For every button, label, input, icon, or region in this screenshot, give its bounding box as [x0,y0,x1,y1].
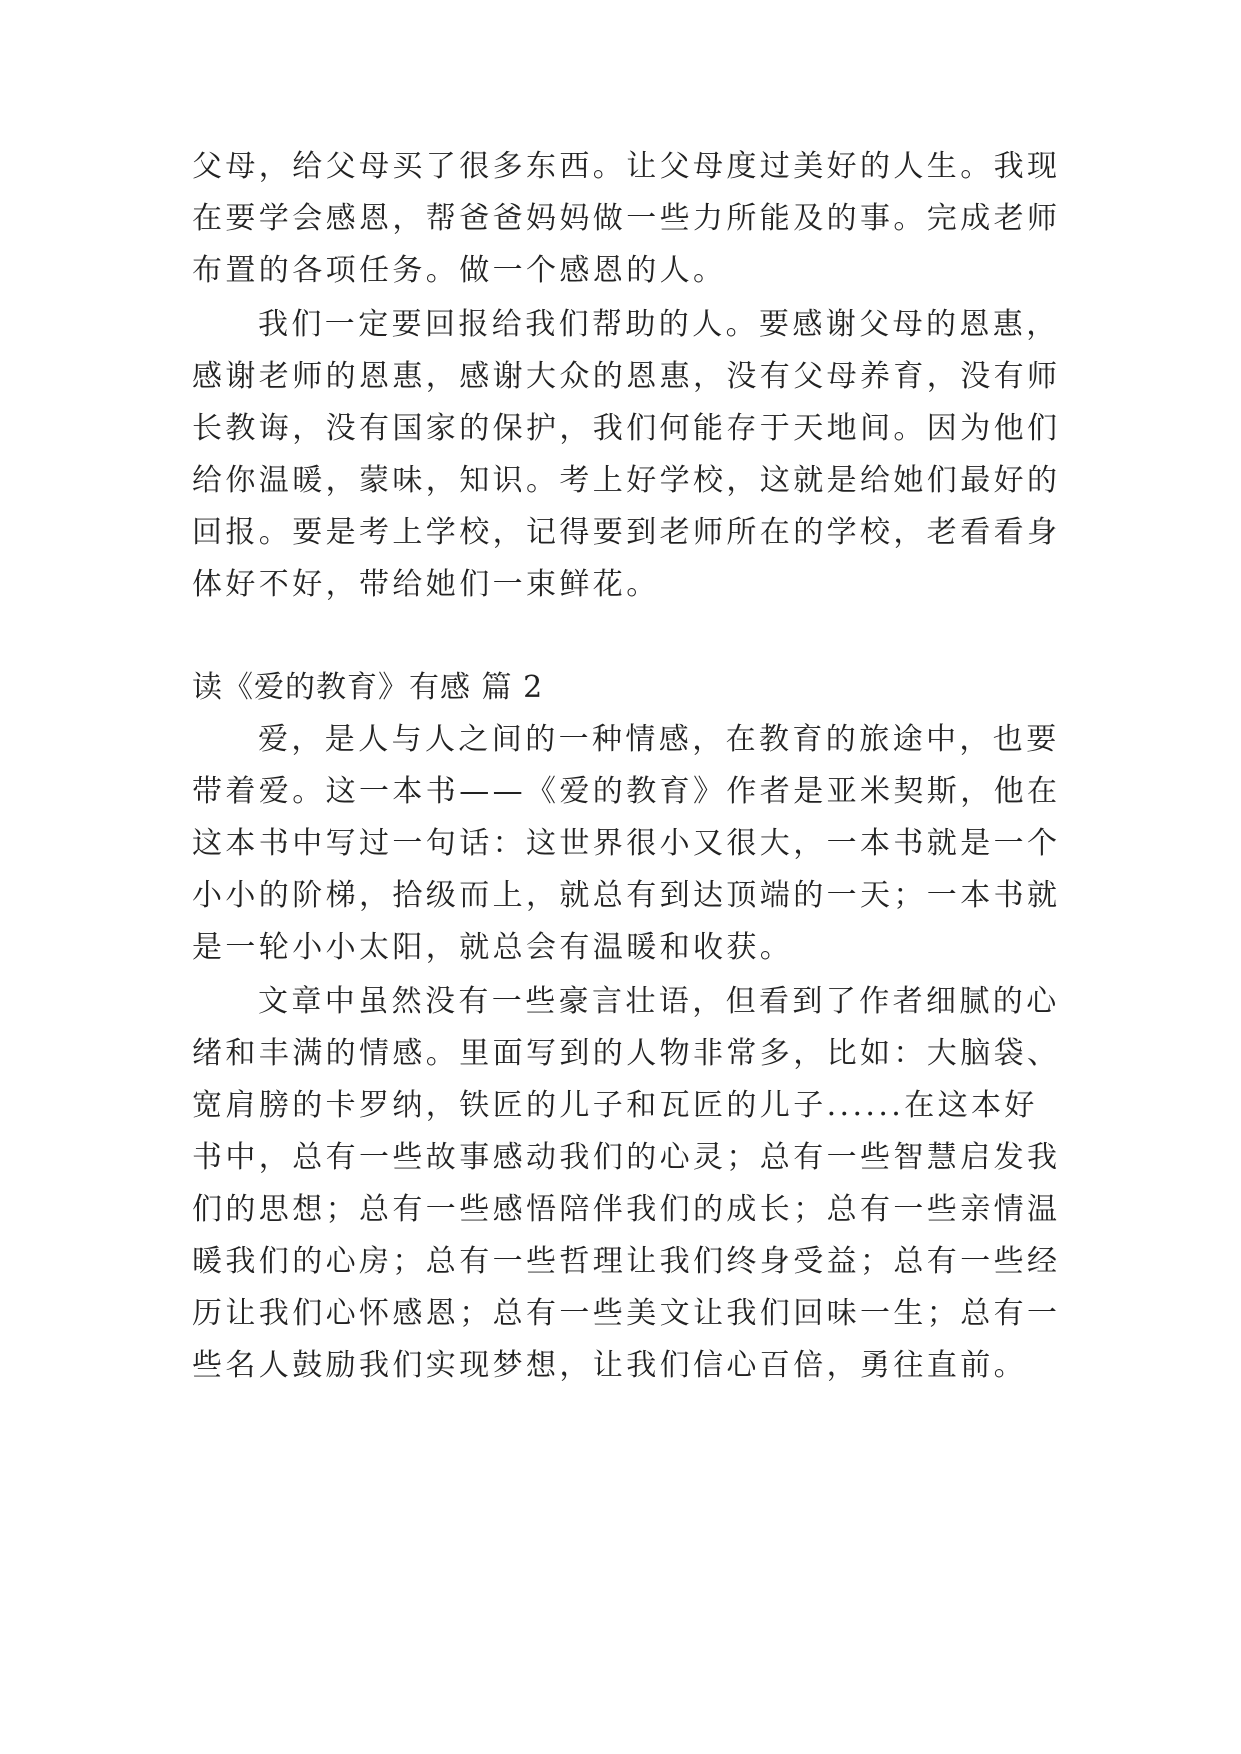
paragraph-line: 给你温暖，蒙味，知识。考上好学校，这就是给她们最好的 [192,463,1061,498]
paragraph-line: 感谢老师的恩惠，感谢大众的恩惠，没有父母养育，没有师 [192,359,1061,394]
section-heading: 读《爱的教育》有感 篇 2 [192,670,544,705]
paragraph-line: 爱，是人与人之间的一种情感，在教育的旅途中，也要 [258,722,1060,757]
paragraph-line: 回报。要是考上学校，记得要到老师所在的学校，老看看身 [192,515,1061,550]
paragraph-line: 书中，总有一些故事感动我们的心灵；总有一些智慧启发我 [192,1140,1061,1175]
paragraph-line: 布置的各项任务。做一个感恩的人。 [192,253,727,288]
paragraph-line: 暖我们的心房；总有一些哲理让我们终身受益；总有一些经 [192,1244,1061,1279]
paragraph-line: 我们一定要回报给我们帮助的人。要感谢父母的恩惠， [258,307,1060,342]
paragraph-line: 些名人鼓励我们实现梦想，让我们信心百倍，勇往直前。 [192,1348,1027,1383]
paragraph-line: 绪和丰满的情感。里面写到的人物非常多，比如：大脑袋、 [192,1036,1061,1071]
paragraph-line: 文章中虽然没有一些豪言壮语，但看到了作者细腻的心 [258,984,1060,1019]
paragraph-line: 是一轮小小太阳，就总会有温暖和收获。 [192,930,794,965]
paragraph-line: 带着爱。这一本书——《爱的教育》作者是亚米契斯，他在 [192,774,1061,809]
paragraph-line: 小小的阶梯，拾级而上，就总有到达顶端的一天；一本书就 [192,878,1061,913]
paragraph-line: 历让我们心怀感恩；总有一些美文让我们回味一生；总有一 [192,1296,1061,1331]
paragraph-line: 体好不好，带给她们一束鲜花。 [192,567,660,602]
paragraph-line: 父母，给父母买了很多东西。让父母度过美好的人生。我现 [192,149,1061,184]
paragraph-line: 长教诲，没有国家的保护，我们何能存于天地间。因为他们 [192,411,1061,446]
paragraph-line: 在要学会感恩，帮爸爸妈妈做一些力所能及的事。完成老师 [192,201,1061,236]
paragraph-line: 这本书中写过一句话：这世界很小又很大，一本书就是一个 [192,826,1061,861]
paragraph-line: 宽肩膀的卡罗纳，铁匠的儿子和瓦匠的儿子......在这本好 [192,1088,1038,1123]
paragraph-line: 们的思想；总有一些感悟陪伴我们的成长；总有一些亲情温 [192,1192,1061,1227]
